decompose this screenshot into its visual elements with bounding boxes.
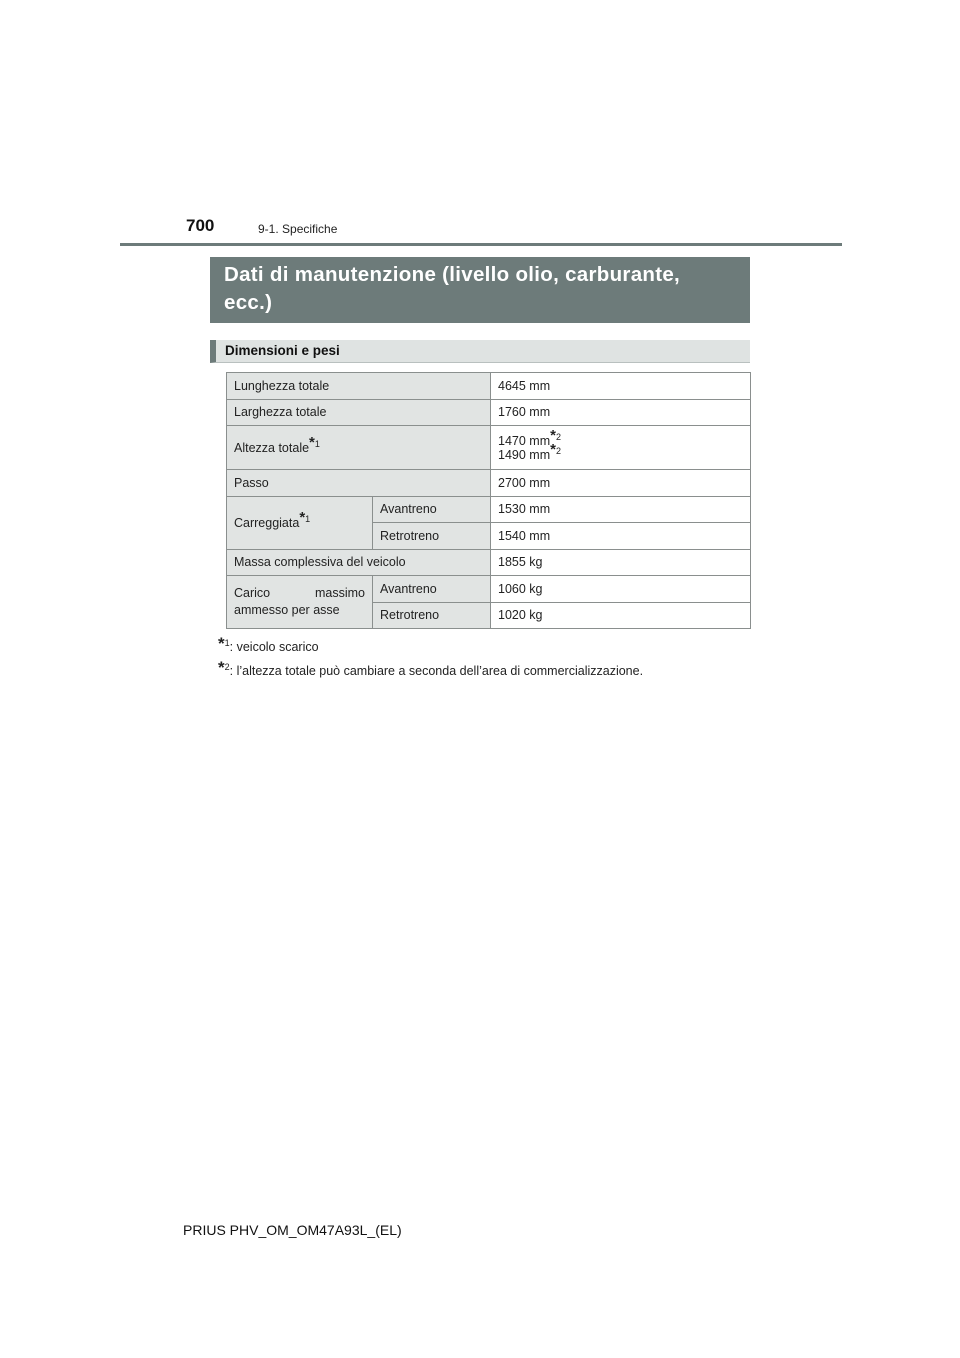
section-reference: 9-1. Specifiche	[258, 222, 338, 236]
document-footer: PRIUS PHV_OM_OM47A93L_(EL)	[183, 1222, 402, 1238]
row-label: Carreggiata	[234, 515, 300, 530]
row-label: Larghezza totale	[227, 399, 491, 426]
footnote-number: 1	[224, 638, 230, 648]
footnote-mark: *1	[299, 508, 311, 526]
row-label-cell	[227, 426, 491, 470]
row-value-cell	[491, 426, 751, 470]
specifications-table	[226, 372, 751, 629]
row-sublabel: Retrotreno	[373, 523, 491, 550]
footnote-number: 2	[224, 662, 230, 672]
footnote-mark: *	[218, 658, 225, 677]
footnote-mark: *2	[550, 426, 561, 444]
footnote-text: : l’altezza totale può cambiare a seconda dell’area di commercializzazione.	[229, 664, 644, 678]
table-row	[227, 549, 751, 576]
row-label: Passo	[227, 470, 491, 497]
section-title	[210, 257, 750, 323]
footnote-mark: *	[218, 634, 225, 653]
row-label-cell	[227, 496, 373, 549]
table-row	[227, 576, 751, 603]
subsection-title: Dimensioni e pesi	[225, 343, 340, 358]
section-title-line-2: ecc.)	[224, 291, 273, 314]
header-rule	[120, 243, 842, 246]
row-label: Lunghezza totale	[227, 373, 491, 400]
table-row	[227, 373, 751, 400]
footnote-mark: *1	[309, 433, 320, 451]
table-row	[227, 399, 751, 426]
table-row	[227, 496, 751, 523]
row-value: 1490 mm	[498, 447, 551, 462]
row-value: 1540 mm	[491, 523, 751, 550]
table-row	[227, 426, 751, 470]
row-value: 1760 mm	[491, 399, 751, 426]
row-value: 2700 mm	[491, 470, 751, 497]
row-sublabel: Retrotreno	[373, 602, 491, 629]
row-value: 4645 mm	[491, 373, 751, 400]
row-label: Massa complessiva del veicolo	[227, 549, 491, 576]
footnote	[218, 658, 644, 678]
footnote	[218, 634, 319, 654]
row-sublabel: Avantreno	[373, 576, 491, 603]
subsection-header	[210, 340, 750, 363]
row-value: 1855 kg	[491, 549, 751, 576]
row-label: Carico massimo ammesso per asse	[227, 576, 373, 629]
footnote-mark: *2	[550, 440, 561, 458]
footnote-text: : veicolo scarico	[229, 640, 319, 654]
section-title-line-1: Dati di manutenzione (livello olio, carburante,	[224, 263, 681, 286]
row-value: 1470 mm	[498, 433, 551, 448]
page-number: 700	[186, 216, 215, 235]
row-value: 1020 kg	[491, 602, 751, 629]
row-value: 1060 kg	[491, 576, 751, 603]
row-label: Altezza totale	[234, 440, 310, 455]
table-row	[227, 470, 751, 497]
row-value: 1530 mm	[491, 496, 751, 523]
row-sublabel: Avantreno	[373, 496, 491, 523]
